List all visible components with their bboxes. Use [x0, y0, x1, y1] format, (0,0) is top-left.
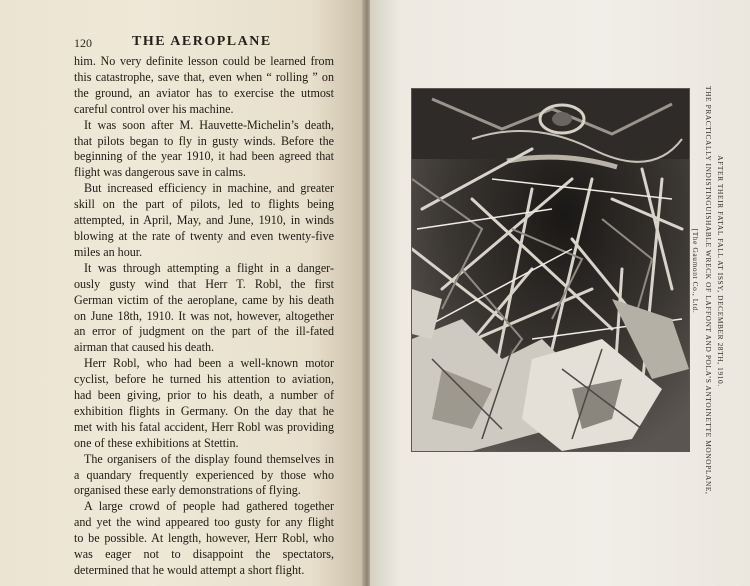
page-header — [74, 34, 354, 52]
text-line: the ground, an aviator has to exercise the utmost — [74, 85, 334, 100]
text-line: exhibition flights in Germany. On the day that he — [74, 403, 334, 418]
text-line: had been giving, prior to his death, a number of — [74, 388, 334, 403]
text-line: and yet the wind appeared too gusty for any flight — [74, 515, 334, 530]
text-line: this catastrophe, save that, even when “ rolling ” on — [74, 69, 334, 84]
text-line: ously gusty wind that Herr T. Robl, the first — [74, 276, 334, 291]
text-line: attempted, in April, May, and June, 1910, in winds — [74, 213, 334, 228]
text-line: to be possible. At length, however, Herr Robl, who — [74, 531, 334, 546]
text-line: The organisers of the display found themselves in — [84, 451, 334, 466]
text-line: that pilots began to fly in gusty winds. Before the — [74, 133, 334, 148]
caption-line-1: THE PRACTICALLY INDISTINGUISHABLE WRECK OF LAFFONT AND POLA’S ANTOINETTE MONOPLANE, — [704, 86, 713, 495]
text-line: one of these exhibitions at Stettin. — [74, 435, 239, 450]
text-line: German victim of the aeroplane, came by his death — [74, 292, 334, 307]
text-line: an error of judgment on the part of the ill-fated — [74, 324, 334, 339]
left-page — [0, 0, 366, 586]
page-number: 120 — [74, 36, 92, 50]
text-line: miles an hour. — [74, 244, 143, 259]
text-line: determined that he would attempt a short flight. — [74, 563, 305, 577]
text-line: But increased efficiency in machine, and greater — [84, 181, 334, 196]
body-text — [74, 54, 334, 579]
text-line: was eager not to disappoint the spectators, — [74, 547, 334, 562]
text-line: skill on the part of pilots, led to flights being — [74, 197, 334, 212]
wreck-photograph-image — [412, 89, 689, 451]
text-line: It was soon after M. Hauvette-Michelin’s death, — [84, 117, 334, 132]
wreck-photograph — [411, 88, 690, 452]
text-line: beginning of the year 1910, it had been agreed that — [74, 149, 334, 164]
text-line: airman that caused his death. — [74, 340, 215, 355]
text-line: cyclist, before he turned his attention to aviation, — [74, 372, 334, 387]
text-line: It was through attempting a flight in a danger- — [84, 260, 334, 275]
text-line: a quandary frequently experienced by those who — [74, 467, 334, 482]
text-line: flight was dangerous save in calms. — [74, 165, 246, 180]
text-line: organised these early demonstrations of flying. — [74, 483, 301, 498]
text-line: him. No very definite lesson could be learned from — [74, 54, 334, 68]
photo-credit: [The Gaumont Co., Ltd. — [691, 228, 700, 314]
text-line: met with his fatal accident, Herr Robl was providing — [74, 419, 334, 434]
text-line: on June 18th, 1910. It was not, however, altogether — [74, 308, 334, 323]
running-head: THE AEROPLANE — [132, 34, 272, 49]
text-line: Herr Robl, who had been a well-known motor — [84, 356, 334, 371]
caption-line-2: AFTER THEIR FATAL FALL AT ISSY, DECEMBER 28TH, 1910. — [716, 155, 725, 387]
text-line: blowing at the rate of twenty and even twenty-five — [74, 228, 334, 243]
text-line: careful control over his machine. — [74, 101, 234, 116]
photo-caption — [690, 86, 730, 495]
text-line: A large crowd of people had gathered together — [84, 499, 334, 514]
